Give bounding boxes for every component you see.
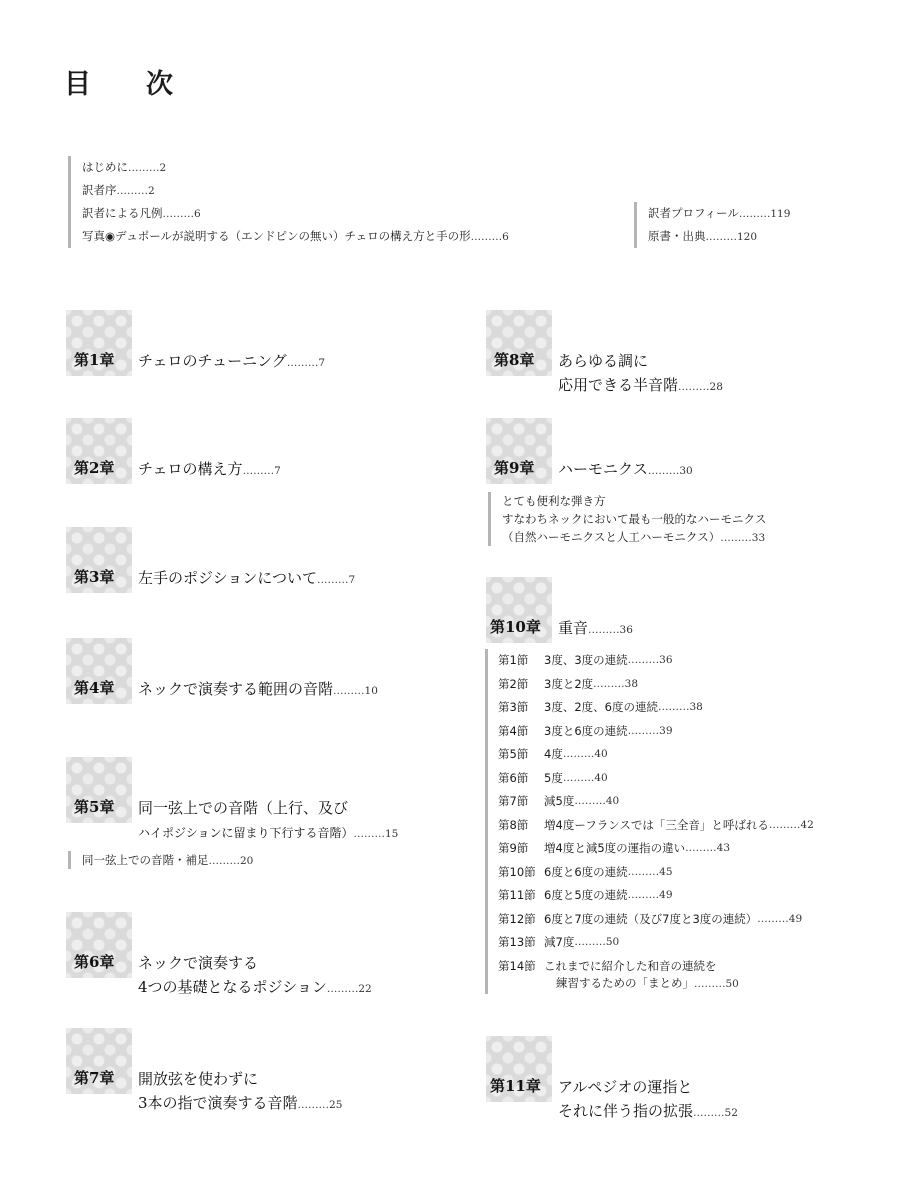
chapter-number: 第2章 — [74, 459, 115, 477]
sub-item-label: （自然ハーモニクスと人工ハーモニクス） — [502, 530, 721, 544]
page-number: 39 — [659, 724, 673, 737]
section-number: 第10節 — [498, 864, 536, 879]
page-number: 49 — [659, 889, 673, 901]
sub-item-line: すなわちネックにおいて最も一般的なハーモニクス — [502, 512, 767, 526]
section-item[interactable] — [498, 884, 858, 908]
sub-item-line: とても便利な弾き方 — [502, 494, 606, 508]
chapter-title — [138, 677, 378, 703]
front-item[interactable] — [82, 225, 509, 248]
page-number: 120 — [737, 231, 758, 243]
page-number: 49 — [788, 912, 803, 925]
chapter-number: 第6章 — [74, 953, 115, 971]
section-item[interactable] — [498, 720, 858, 744]
page-number: 2 — [159, 162, 167, 174]
section-item[interactable] — [498, 955, 858, 994]
leader-dots: ……… — [627, 654, 660, 666]
page-number: 22 — [358, 983, 372, 995]
chapter-title — [138, 951, 372, 1001]
leader-dots: ……… — [242, 465, 275, 477]
front-item[interactable] — [82, 202, 509, 225]
back-item-label: 訳者プロフィール — [648, 206, 739, 220]
page-number: 43 — [716, 842, 731, 854]
section-item[interactable] — [498, 673, 858, 697]
chapter-5-sublist — [68, 851, 253, 869]
chapter-title — [138, 457, 281, 483]
leader-dots: ……… — [353, 828, 385, 840]
chapter-title — [138, 796, 398, 846]
leader-dots: ……… — [647, 465, 680, 477]
front-item[interactable] — [82, 179, 509, 202]
section-title: 4度 — [544, 747, 563, 761]
section-number: 第1節 — [498, 653, 529, 667]
chapter-title — [558, 457, 693, 483]
leader-dots: ……… — [693, 1107, 725, 1119]
leader-dots: ……… — [678, 381, 710, 393]
chapter-number: 第10章 — [490, 618, 541, 636]
page-number: 10 — [364, 685, 378, 697]
page-number: 40 — [594, 748, 608, 760]
chapter-number: 第5章 — [74, 798, 115, 816]
chapter-10-sections — [485, 649, 858, 994]
chapter-title-text: ハーモニクス — [558, 460, 648, 478]
chapter-title — [558, 349, 723, 399]
page-number: 7 — [274, 465, 281, 477]
chapter-title-line2 — [558, 373, 723, 399]
section-item[interactable] — [498, 908, 858, 932]
chapter-title-line1: あらゆる調に — [558, 352, 649, 370]
leader-dots: ……… — [720, 532, 752, 544]
chapter-title — [558, 1075, 738, 1125]
chapter-title-text: 左手のポジションについて — [138, 569, 318, 587]
leader-dots: ……… — [562, 771, 595, 784]
chapter-title-line2 — [138, 820, 398, 846]
front-item-label: 訳者による凡例 — [82, 206, 163, 220]
front-item-label: はじめに — [82, 160, 128, 174]
front-item[interactable] — [82, 156, 509, 179]
page-number: 25 — [329, 1099, 343, 1111]
back-item-label: 原書・出典 — [648, 229, 706, 243]
section-item[interactable] — [498, 696, 858, 720]
page-number: 50 — [725, 977, 739, 990]
page-title: 目 次 — [64, 69, 187, 100]
page-number: 38 — [624, 677, 639, 690]
chapter-title-line2 — [138, 1091, 342, 1117]
section-item[interactable] — [498, 767, 858, 791]
section-title: 増4度と減5度の運指の違い — [544, 841, 686, 855]
chapter-title-text: チェロの構え方 — [138, 460, 243, 478]
section-title: 増4度ーフランスでは「三全音」と呼ばれる — [544, 817, 769, 832]
sub-item-label: 同一弦上での音階・補足 — [82, 853, 209, 867]
section-number: 第9節 — [498, 841, 529, 855]
chapter-title — [558, 616, 633, 642]
chapter-number: 第3章 — [74, 568, 115, 586]
chapter-title-line2 — [138, 975, 372, 1001]
section-title-line1: これまでに紹介した和音の連続を — [544, 958, 717, 973]
section-title: 減5度 — [544, 794, 575, 808]
page-number: 36 — [619, 624, 633, 636]
leader-dots: ……… — [657, 701, 690, 713]
sub-item-line — [502, 528, 766, 546]
section-item[interactable] — [498, 814, 858, 838]
chapter-title-text: チェロのチューニング — [138, 352, 287, 370]
back-item[interactable] — [648, 225, 790, 248]
chapter-title — [138, 349, 325, 375]
page-number: 52 — [724, 1107, 738, 1119]
chapter-title-text: それに伴う指の拡張 — [558, 1102, 694, 1120]
section-title: 6度と6度の連続 — [544, 864, 628, 879]
leader-dots: ……… — [574, 795, 606, 807]
section-number: 第4節 — [498, 723, 529, 738]
chapter-title-line1: アルペジオの運指と — [558, 1078, 693, 1096]
leader-dots: ……… — [694, 977, 726, 990]
leader-dots: ……… — [574, 936, 606, 948]
chapter-title-line2 — [558, 1099, 738, 1125]
chapter-title-text: 重音 — [558, 619, 589, 637]
leader-dots: ……… — [470, 231, 503, 243]
section-title-line2: 練習するための「まとめ」 — [556, 975, 694, 990]
section-item[interactable] — [498, 861, 858, 885]
section-title: 3度、2度、6度の連続 — [544, 700, 658, 714]
page-number: 50 — [605, 936, 620, 948]
leader-dots: ……… — [326, 983, 359, 995]
leader-dots: ……… — [685, 842, 717, 854]
page-number: 42 — [800, 818, 814, 831]
front-item-label: 写真◉デュポールが説明する（エンドピンの無い）チェロの構え方と手の形 — [82, 229, 471, 243]
leader-dots: ……… — [627, 724, 660, 737]
page-number: 7 — [348, 574, 356, 586]
page-number: 6 — [194, 208, 201, 220]
page-number: 7 — [318, 357, 325, 369]
front-matter-list — [68, 156, 509, 248]
leader-dots: ……… — [627, 889, 660, 901]
section-title: 3度、3度の連続 — [544, 653, 628, 667]
leader-dots: ……… — [757, 912, 789, 925]
section-number: 第8節 — [498, 817, 529, 832]
section-title: 3度と2度 — [544, 676, 594, 691]
chapter-number: 第9章 — [494, 459, 535, 477]
chapter-title — [138, 566, 355, 592]
page-number: 6 — [502, 231, 509, 243]
leader-dots: ……… — [317, 574, 349, 586]
page-number: 30 — [679, 465, 693, 477]
leader-dots: ……… — [286, 357, 319, 369]
section-item[interactable] — [498, 931, 858, 955]
chapter-title-line1: ネックで演奏する — [138, 954, 259, 972]
back-item[interactable] — [648, 202, 790, 225]
section-number: 第13節 — [498, 935, 536, 949]
section-title: 6度と7度の連続（及び7度と3度の連続） — [544, 911, 758, 926]
chapter-title-text: ネックで演奏する範囲の音階 — [138, 680, 334, 698]
section-item[interactable] — [498, 790, 858, 814]
chapter-title-line1: 開放弦を使わずに — [138, 1070, 259, 1088]
section-title: 減7度 — [544, 935, 575, 949]
section-title — [544, 958, 739, 994]
page-number: 119 — [770, 208, 791, 220]
section-number: 第3節 — [498, 700, 529, 714]
leader-dots: ……… — [627, 865, 660, 878]
chapter-title-text: ハイポジションに留まり下行する音階） — [138, 826, 354, 840]
page-number: 36 — [659, 654, 673, 666]
section-item[interactable] — [498, 837, 858, 861]
leader-dots: ……… — [297, 1099, 330, 1111]
section-title: 6度と5度の連続 — [544, 888, 628, 902]
section-number: 第2節 — [498, 676, 529, 691]
page-number: 45 — [659, 865, 673, 878]
leader-dots: ……… — [116, 185, 148, 197]
chapter-9-sublist[interactable] — [488, 492, 766, 546]
chapter-title-text: 3本の指で演奏する音階 — [138, 1094, 298, 1112]
section-number: 第6節 — [498, 770, 529, 785]
section-number: 第11節 — [498, 888, 536, 902]
leader-dots: ……… — [588, 624, 620, 636]
front-item-label: 訳者序 — [82, 183, 117, 197]
page-number: 40 — [605, 795, 620, 807]
page-number: 15 — [384, 828, 399, 840]
leader-dots: ……… — [705, 231, 737, 243]
leader-dots: ……… — [593, 677, 625, 690]
chapter-title-text: 4つの基礎となるポジション — [138, 978, 327, 996]
page-number: 40 — [594, 771, 608, 784]
section-item[interactable] — [498, 743, 858, 767]
page-number: 2 — [148, 185, 155, 197]
leader-dots: ……… — [768, 818, 801, 831]
section-number: 第7節 — [498, 794, 529, 808]
leader-dots: ……… — [208, 855, 240, 867]
page-number: 28 — [709, 381, 723, 393]
back-matter-list — [634, 202, 790, 248]
leader-dots: ……… — [738, 208, 771, 220]
section-title: 3度と6度の連続 — [544, 723, 628, 738]
page-number: 33 — [751, 532, 766, 544]
section-number: 第5節 — [498, 747, 529, 761]
chapter-number: 第7章 — [74, 1069, 115, 1087]
chapter-number: 第8章 — [494, 351, 535, 369]
chapter-number: 第4章 — [74, 679, 115, 697]
leader-dots: ……… — [333, 685, 365, 697]
chapter-title-text: 応用できる半音階 — [558, 376, 679, 394]
leader-dots: ……… — [162, 208, 194, 220]
section-title: 5度 — [544, 770, 563, 785]
section-number: 第14節 — [498, 958, 536, 973]
chapter-number: 第1章 — [74, 351, 115, 369]
leader-dots: ……… — [562, 748, 595, 760]
leader-dots: ……… — [128, 162, 160, 174]
page-number: 38 — [689, 701, 703, 713]
chapter-number: 第11章 — [490, 1077, 541, 1095]
page-number: 20 — [240, 855, 254, 867]
chapter-title-line1: 同一弦上での音階（上行、及び — [138, 799, 349, 817]
chapter-title — [138, 1067, 342, 1117]
section-item[interactable] — [498, 649, 858, 673]
sub-item[interactable] — [82, 851, 253, 869]
section-number: 第12節 — [498, 911, 536, 926]
